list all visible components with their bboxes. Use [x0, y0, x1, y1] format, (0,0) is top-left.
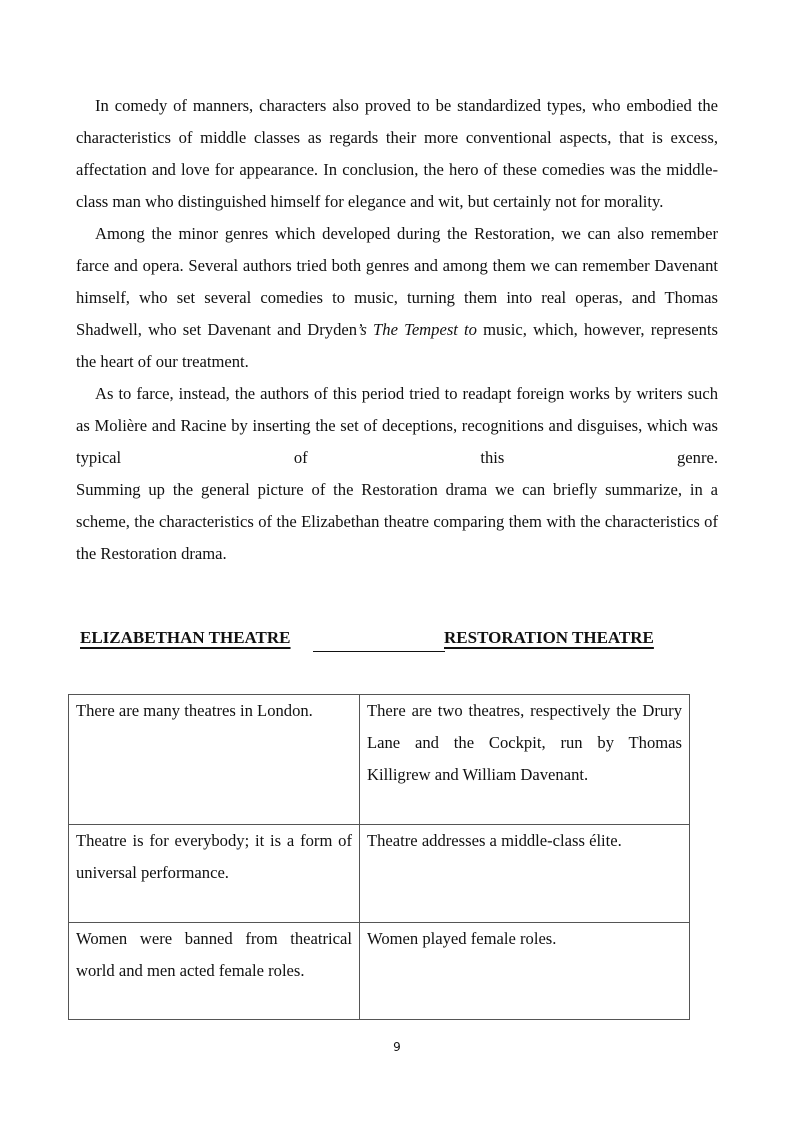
page-number: 9 — [393, 1040, 401, 1054]
heading-restoration-theatre: RESTORATION THEATRE — [444, 628, 654, 647]
paragraph-comedy-of-manners: In comedy of manners, characters also proved to be standardized types, who embodied the characteristics of middle classes as regards their more conventional aspects, that is excess, affectation and love for appearance. In conclusion, the hero of these comedies was the middle-class man who distinguished himself for elegance and wit, but certainly not for morality. — [76, 96, 718, 211]
comparison-table — [68, 694, 690, 1020]
cell-elizabethan: Theatre is for everybody; it is a form of universal performance. — [69, 825, 360, 923]
heading-elizabethan-theatre: ELIZABETHAN THEATRE — [80, 628, 291, 647]
comparison-headings — [80, 628, 680, 658]
paragraph-summary: Summing up the general picture of the Restoration drama we can briefly summarize, in a scheme, the characteristics of the Elizabethan theatre comparing them with the characteristics of the Restoration drama. — [76, 480, 718, 563]
table-row — [69, 695, 690, 825]
table-row — [69, 825, 690, 923]
cell-restoration: There are two theatres, respectively the Drury Lane and the Cockpit, run by Thomas Killigrew and William Davenant. — [360, 695, 690, 825]
heading-underline-gap — [313, 651, 445, 652]
paragraph-minor-genres — [76, 218, 718, 378]
body-text — [76, 90, 718, 570]
table-row — [69, 923, 690, 1020]
paragraph-minor-genres-text: Among the minor genres which developed during the Restoration, we can also remember farce and opera. Several authors tried both genres and among them we can remember Davenant himself, who set several comedies to music, turning them into real operas, and Thomas Shadwell, who set Davenant and Dryden — [76, 224, 718, 339]
cell-elizabethan: There are many theatres in London. — [69, 695, 360, 825]
tempest-title-italic: ’s The Tempest to — [357, 320, 477, 339]
cell-restoration: Theatre addresses a middle-class élite. — [360, 825, 690, 923]
paragraph-minor-genres-end: music, which, however, represents the heart of our treatment. — [76, 320, 718, 371]
cell-elizabethan: Women were banned from theatrical world and men acted female roles. — [69, 923, 360, 1020]
cell-restoration: Women played female roles. — [360, 923, 690, 1020]
paragraph-farce: As to farce, instead, the authors of this period tried to readapt foreign works by writers such as Molière and Racine by inserting the set of deceptions, recognitions and disguises, which was typical of this genre. — [76, 384, 718, 467]
